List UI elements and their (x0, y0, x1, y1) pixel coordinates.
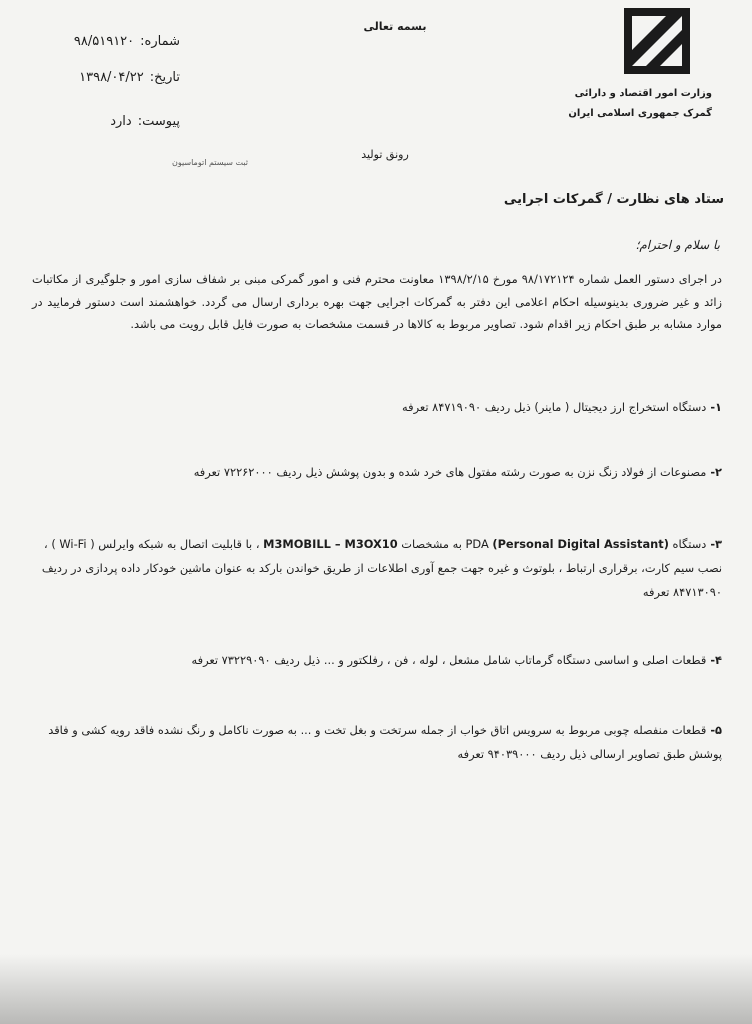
list-item (32, 532, 722, 604)
ministry-name: وزارت امور اقتصاد و دارائی (574, 88, 712, 99)
recipient: ستاد های نظارت / گمرکات اجرایی (503, 192, 724, 207)
date-value: ۱۳۹۸/۰۴/۲۲ (79, 70, 144, 85)
customs-logo-icon (622, 6, 692, 76)
list-item (32, 460, 722, 484)
salutation: با سلام و احترام؛ (635, 238, 720, 252)
letter-date (20, 70, 180, 85)
customs-name: گمرک جمهوری اسلامی ایران (568, 108, 712, 119)
attachment-label: پیوست: (137, 114, 180, 129)
list-item (32, 395, 722, 419)
number-label: شماره: (140, 34, 180, 49)
item-text: قطعات منفصله چوبی مربوط به سرویس اتاق خواب از جمله سرتخت و بغل تخت و ... به صورت ناکامل و رنگ نشده فاقد رویه کشی و فاقد پوشش طبق تصاویر ارسالی ذیل ردیف ۹۴۰۳۹۰۰۰ تعرفه (48, 723, 722, 761)
item-number: ۴- (710, 653, 722, 667)
date-label: تاریخ: (149, 70, 180, 85)
letter-body: در اجرای دستور العمل شماره ۹۸/۱۷۲۱۲۴ مورخ ۱۳۹۸/۲/۱۵ معاونت محترم فنی و امور گمرکی مبنی بر شفاف سازی امور و جلوگیری از مکاتبات زائد و غیر ضروری بدینوسیله احکام اعلامی این دفتر به گمرکات اجرایی جهت بهره برداری ارسال می گردد. خواهشمند است دستور فرمایید در موارد مشابه بر طبق احکام زیر اقدام شود. تصاویر مربوط به کالاها در قسمت مشخصات به صورت فایل قابل رویت می باشد. (32, 272, 722, 331)
item-text: قطعات اصلی و اساسی دستگاه گرماتاب شامل مشعل ، لوله ، فن ، رفلکتور و ... ذیل ردیف ۷۳۲۲۹۰۹۰ تعرفه (191, 653, 707, 667)
attachment-value: دارد (110, 114, 132, 129)
item-number: ۱- (710, 400, 722, 414)
item-spec-label: به مشخصات (401, 537, 462, 551)
item-model: M3MOBILL – M3OX10 (263, 537, 398, 551)
automation-stamp: ثبت سیستم اتوماسیون (171, 158, 248, 167)
list-item (32, 718, 722, 766)
number-value: ۹۸/۵۱۹۱۲۰ (73, 34, 135, 49)
item-text: دستگاه استخراج ارز دیجیتال ( ماینر) ذیل ردیف ۸۴۷۱۹۰۹۰ تعرفه (402, 400, 707, 414)
item-number: ۲- (710, 465, 722, 479)
item-text: ، با قابلیت اتصال به شبکه وایرلس ( Wi-Fi ) ، نصب سیم کارت، برقراری ارتباط ، بلوتوث و غیره جهت جمع آوری اطلاعات از طریق خواندن بارکد به عنوان ماشین خودکار داده پردازی در ردیف ۸۴۷۱۳۰۹۰ تعرفه (41, 537, 722, 599)
letter-attachment (20, 114, 180, 129)
bismillah: بسمه تعالی (363, 20, 427, 33)
list-item (32, 648, 722, 672)
cc-note: رونق تولید (361, 148, 409, 161)
item-text: مصنوعات از فولاد زنگ نزن به صورت رشته مفتول های خرد شده و بدون پوشش ذیل ردیف ۷۲۲۶۲۰۰۰ تعرفه (193, 465, 707, 479)
item-number: ۵- (710, 723, 722, 737)
item-number: ۳- (710, 537, 722, 551)
page-shadow (0, 954, 752, 1024)
item-device: دستگاه PDA (465, 537, 707, 551)
letter-number (20, 34, 180, 49)
item-spec-name: (Personal Digital Assistant) (492, 537, 669, 551)
